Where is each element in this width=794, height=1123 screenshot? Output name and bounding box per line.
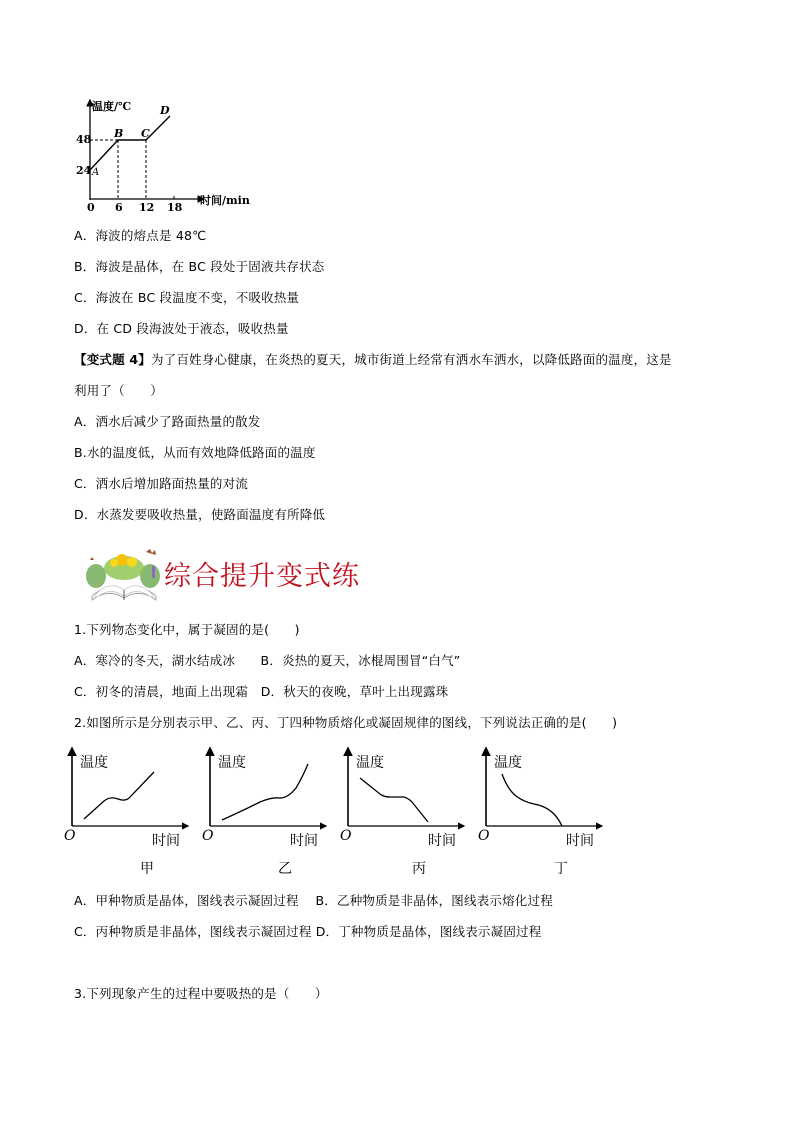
section-banner bbox=[84, 544, 384, 604]
graph-ding-x-label: 时间 bbox=[566, 833, 594, 849]
option-c: C．海波在 BC 段温度不变，不吸收热量 bbox=[74, 290, 300, 305]
graph-bing-origin: O bbox=[340, 828, 352, 844]
graph-bing bbox=[342, 742, 472, 877]
graph-yi-origin: O bbox=[202, 828, 214, 844]
graph-bing-x-label: 时间 bbox=[428, 833, 456, 849]
variant4-stem-line1 bbox=[74, 352, 672, 368]
variant4-option-d: D．水蒸发要吸收热量，使路面温度有所降低 bbox=[74, 507, 326, 522]
q2-options-row2: C．丙种物质是非晶体，图线表示凝固过程 D．丁种物质是晶体，图线表示凝固过程 bbox=[74, 924, 542, 939]
banner-title: 综合提升变式练 bbox=[164, 561, 360, 592]
variant4-stem-text: 为了百姓身心健康，在炎热的夏天，城市街道上经常有洒水车洒水，以降低路面的温度，这是 bbox=[150, 352, 672, 367]
graph-jia-origin: O bbox=[64, 828, 76, 844]
graph-jia bbox=[66, 742, 196, 877]
x-tick-12: 12 bbox=[139, 201, 155, 214]
option-a: A．海波的熔点是 48℃ bbox=[74, 228, 207, 243]
graph-ding-y-label: 温度 bbox=[494, 755, 522, 771]
q1-stem: 1.下列物态变化中，属于凝固的是( ) bbox=[74, 622, 300, 637]
point-label-c: C bbox=[141, 127, 150, 140]
graph-yi bbox=[204, 742, 334, 877]
graph-ding-caption: 丁 bbox=[554, 861, 568, 877]
graph-bing-caption: 丙 bbox=[412, 861, 426, 877]
variant4-option-b: B.水的温度低，从而有效地降低路面的温度 bbox=[74, 445, 316, 460]
graph-jia-y-label: 温度 bbox=[80, 755, 108, 771]
graph-ding-origin: O bbox=[478, 828, 490, 844]
x-tick-18: 18 bbox=[167, 201, 183, 214]
x-tick-0: 0 bbox=[87, 201, 95, 214]
q3-stem: 3.下列现象产生的过程中要吸热的是（ ） bbox=[74, 986, 328, 1001]
q1-options-row2: C．初冬的清晨，地面上出现霜 D．秋天的夜晚，草叶上出现露珠 bbox=[74, 684, 449, 699]
y-tick-48: 48 bbox=[76, 133, 92, 146]
option-b: B．海波是晶体，在 BC 段处于固液共存状态 bbox=[74, 259, 325, 274]
x-axis-label: 时间/min bbox=[200, 194, 250, 207]
y-tick-24: 24 bbox=[76, 164, 92, 177]
open-book-flowers-icon bbox=[84, 546, 164, 602]
variant4-option-c: C．洒水后增加路面热量的对流 bbox=[74, 476, 249, 491]
variant4-option-a: A．洒水后减少了路面热量的散发 bbox=[74, 414, 261, 429]
graph-yi-caption: 乙 bbox=[278, 861, 292, 877]
graph-jia-x-label: 时间 bbox=[152, 833, 180, 849]
top-melting-graph bbox=[76, 96, 266, 214]
graph-jia-caption: 甲 bbox=[140, 861, 154, 877]
point-label-b: B bbox=[114, 127, 124, 140]
variant4-stem-line2: 利用了（ ） bbox=[74, 383, 163, 398]
q1-options-row1: A．寒冷的冬天，湖水结成冰 B．炎热的夏天，冰棍周围冒“白气” bbox=[74, 653, 461, 668]
point-label-a: A bbox=[92, 167, 100, 178]
variant4-tag: 【变式题 4】 bbox=[74, 352, 151, 367]
option-d: D．在 CD 段海波处于液态，吸收热量 bbox=[74, 321, 289, 336]
x-tick-6: 6 bbox=[115, 201, 123, 214]
graph-ding bbox=[480, 742, 610, 877]
y-axis-label: 温度/℃ bbox=[92, 100, 132, 113]
point-label-d: D bbox=[160, 104, 170, 117]
q2-options-row1: A．甲种物质是晶体，图线表示凝固过程 B．乙种物质是非晶体，图线表示熔化过程 bbox=[74, 893, 553, 908]
graph-yi-x-label: 时间 bbox=[290, 833, 318, 849]
graph-bing-y-label: 温度 bbox=[356, 755, 384, 771]
q2-stem: 2.如图所示是分别表示甲、乙、丙、丁四种物质熔化或凝固规律的图线，下列说法正确的是( ) bbox=[74, 715, 618, 730]
graph-yi-y-label: 温度 bbox=[218, 755, 246, 771]
